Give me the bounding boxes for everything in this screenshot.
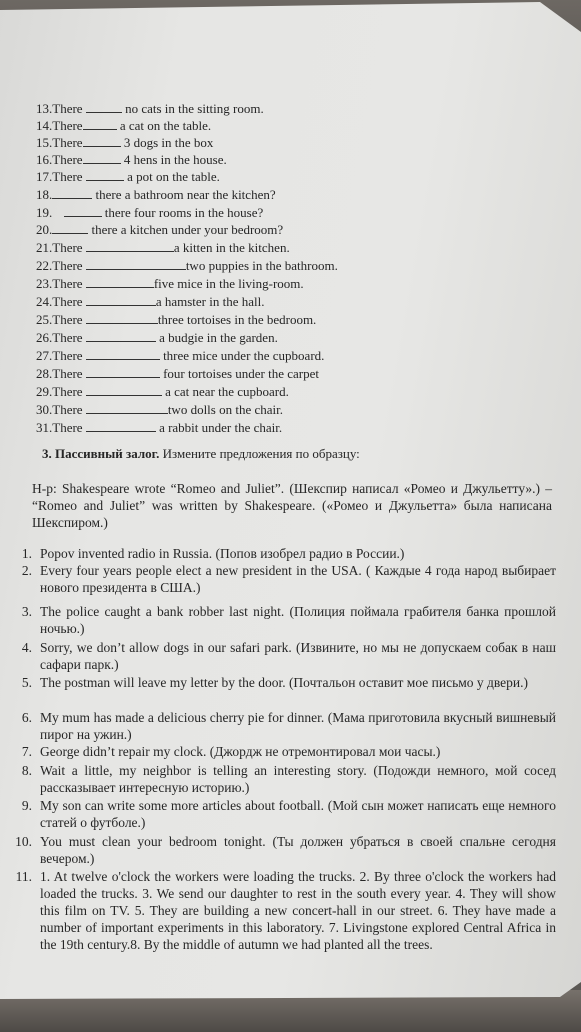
- line-text: two puppies in the bathroom.: [185, 258, 338, 273]
- sentence-item: [8, 674, 556, 708]
- exercise-line-29: [36, 384, 289, 399]
- line-text: a budgie in the garden.: [159, 330, 278, 345]
- sentence-item: [8, 743, 556, 760]
- answer-blank: [86, 277, 154, 288]
- sentence-text: The police caught a bank robber last night. (Полиция поймала грабителя банка прошлой ночью.): [40, 604, 556, 636]
- answer-blank: [86, 421, 156, 432]
- line-prefix: There: [52, 312, 83, 327]
- sentence-item: [8, 868, 556, 970]
- answer-blank: [86, 102, 122, 113]
- line-number: 28.: [36, 366, 53, 381]
- example-paragraph: Н-р: Shakespeare wrote “Romeo and Juliet”. (Шекспир написал «Ромео и Джульетту».) – “Romeo and Juliet” was written by Shakespeare. («Ромео и Джульетта» была написана Шекспиром.): [32, 481, 552, 530]
- exercise-line-30: [36, 402, 283, 417]
- line-prefix: There: [52, 330, 83, 345]
- line-number: 30.: [36, 402, 53, 417]
- line-number: 24.: [36, 294, 53, 309]
- exercise-line-25: [36, 312, 316, 327]
- exercise-line-13: [36, 101, 264, 116]
- line-number: 29.: [36, 384, 53, 399]
- line-text: five mice in the living-room.: [153, 276, 304, 291]
- answer-blank: [83, 153, 121, 164]
- section-heading: [42, 446, 360, 462]
- line-text: three mice under the cupboard.: [163, 348, 325, 363]
- sentence-text: My mum has made a delicious cherry pie for dinner. (Мама приготовила вкусный вишневый пирог на ужин.): [40, 710, 556, 742]
- line-number: 18.: [36, 187, 53, 202]
- sentence-number: 10.: [15, 834, 32, 849]
- answer-blank: [52, 223, 88, 234]
- sentence-number: 7.: [21, 744, 32, 759]
- answer-blank: [52, 188, 92, 199]
- sentence-text: George didn’t repair my clock. (Джордж не отремонтировал мои часы.): [40, 744, 441, 759]
- exercise-line-18: [36, 187, 276, 202]
- line-prefix: There: [52, 258, 83, 273]
- line-text: a pot on the table.: [127, 169, 220, 184]
- line-text: three tortoises in the bedroom.: [157, 312, 317, 327]
- sentence-text: You must clean your bedroom tonight. (Ты должен убраться в своей спальне сегодня вечером.): [40, 834, 556, 866]
- sentence-number: 1.: [21, 546, 32, 561]
- line-prefix: There: [52, 384, 83, 399]
- line-text: a kitten in the kitchen.: [173, 240, 290, 255]
- exercise-line-21: [36, 240, 290, 255]
- line-prefix: There: [52, 118, 83, 133]
- answer-blank: [86, 349, 160, 360]
- sentence-item: [8, 833, 556, 867]
- line-number: 25.: [36, 312, 53, 327]
- answer-blank: [86, 241, 174, 252]
- line-prefix: There: [52, 152, 83, 167]
- line-prefix: There: [52, 276, 83, 291]
- answer-blank: [86, 170, 124, 181]
- answer-blank: [86, 367, 160, 378]
- answer-blank: [86, 295, 156, 306]
- answer-blank: [86, 313, 158, 324]
- line-number: 13.: [36, 101, 53, 116]
- sentence-number: 9.: [21, 798, 32, 813]
- line-text: a cat on the table.: [119, 118, 212, 133]
- exercise-line-16: [36, 152, 227, 167]
- exercise-line-17: [36, 169, 220, 184]
- exercise-line-14: [36, 118, 211, 133]
- sentence-number: 8.: [21, 763, 32, 778]
- line-number: 26.: [36, 330, 53, 345]
- exercise-line-20: [36, 222, 283, 237]
- exercise-line-26: [36, 330, 278, 345]
- line-text: there four rooms in the house?: [104, 205, 264, 220]
- answer-blank: [64, 206, 102, 217]
- line-prefix: There: [52, 135, 83, 150]
- sentence-item: [8, 545, 556, 562]
- line-prefix: There: [52, 420, 83, 435]
- sentence-item: [8, 762, 556, 796]
- sentence-text: The postman will leave my letter by the door. (Почтальон оставит мое письмо у двери.): [40, 675, 529, 690]
- sentence-number: 11.: [15, 869, 32, 884]
- sentence-number: 5.: [21, 675, 32, 690]
- line-number: 31.: [36, 420, 53, 435]
- line-number: 27.: [36, 348, 53, 363]
- line-text: four tortoises under the carpet: [163, 366, 320, 381]
- sentence-number: 2.: [21, 563, 32, 578]
- sentence-item: [8, 603, 556, 637]
- line-prefix: There: [52, 240, 83, 255]
- answer-blank: [83, 119, 117, 130]
- sentence-text: Wait a little, my neighbor is telling an interesting story. (Подожди немного, мой сосед рассказывает интересную историю.): [40, 763, 556, 795]
- line-number: 20.: [36, 222, 53, 237]
- line-text: 3 dogs in the box: [123, 135, 214, 150]
- line-number: 23.: [36, 276, 53, 291]
- sentence-number: 6.: [21, 710, 32, 725]
- answer-blank: [86, 259, 186, 270]
- sentence-text: My son can write some more articles about football. (Мой сын может написать еще немного статей о футболе.): [40, 798, 556, 830]
- sentence-text: 1. At twelve o'clock the workers were loading the trucks. 2. By three o'clock the workers had loaded the trucks. 3. We send our daughter to rest in the south every year. 4. They will show this film on TV. 5. They are building a new concert-hall in our street. 6. They have made a number of important experiments in this laboratory. 7. Livingstone explored Central Africa in the 19th century.8. By the middle of autumn we had planted all the trees.: [40, 869, 556, 952]
- sentence-number: 3.: [21, 604, 32, 619]
- line-number: 17.: [36, 169, 53, 184]
- line-prefix: There: [52, 294, 83, 309]
- line-prefix: There: [52, 348, 83, 363]
- sentence-text: Sorry, we don’t allow dogs in our safari park. (Извините, но мы не допускаем собак в наш сафари парк.): [40, 640, 556, 672]
- line-prefix: There: [52, 169, 83, 184]
- line-prefix: There: [52, 101, 83, 116]
- sentence-text: Every four years people elect a new president in the USA. ( Каждые 4 года народ выбирает нового президента в США.): [40, 563, 556, 595]
- exercise-line-31: [36, 420, 282, 435]
- exercise-line-28: [36, 366, 319, 381]
- line-number: 14.: [36, 118, 53, 133]
- line-text: there a bathroom near the kitchen?: [95, 187, 276, 202]
- line-number: 22.: [36, 258, 53, 273]
- section-instruction: Измените предложения по образцу:: [162, 446, 360, 461]
- sentence-item: [8, 562, 556, 596]
- sentence-text: Popov invented radio in Russia. (Попов изобрел радио в России.): [40, 546, 405, 561]
- answer-blank: [86, 331, 156, 342]
- exercise-line-15: [36, 135, 213, 150]
- section-title: 3. Пассивный залог.: [42, 446, 160, 461]
- answer-blank: [86, 385, 162, 396]
- line-number: 16.: [36, 152, 53, 167]
- line-text: a cat near the cupboard.: [165, 384, 289, 399]
- answer-blank: [83, 136, 121, 147]
- exercise-line-19: [36, 205, 263, 220]
- line-text: 4 hens in the house.: [123, 152, 227, 167]
- sentence-number: 4.: [21, 640, 32, 655]
- line-text: a hamster in the hall.: [155, 294, 265, 309]
- exercise-line-22: [36, 258, 338, 273]
- exercise-line-27: [36, 348, 324, 363]
- sentence-item: [8, 709, 556, 743]
- exercise-line-23: [36, 276, 304, 291]
- line-prefix: There: [52, 402, 83, 417]
- line-text: a rabbit under the chair.: [159, 420, 283, 435]
- line-number: 15.: [36, 135, 53, 150]
- line-text: no cats in the sitting room.: [125, 101, 264, 116]
- sentence-item: [8, 797, 556, 831]
- sentence-item: [8, 639, 556, 673]
- line-number: 19.: [36, 205, 53, 220]
- line-text: there a kitchen under your bedroom?: [91, 222, 284, 237]
- answer-blank: [86, 403, 168, 414]
- line-number: 21.: [36, 240, 53, 255]
- line-text: two dolls on the chair.: [167, 402, 283, 417]
- line-prefix: There: [52, 366, 83, 381]
- exercise-line-24: [36, 294, 264, 309]
